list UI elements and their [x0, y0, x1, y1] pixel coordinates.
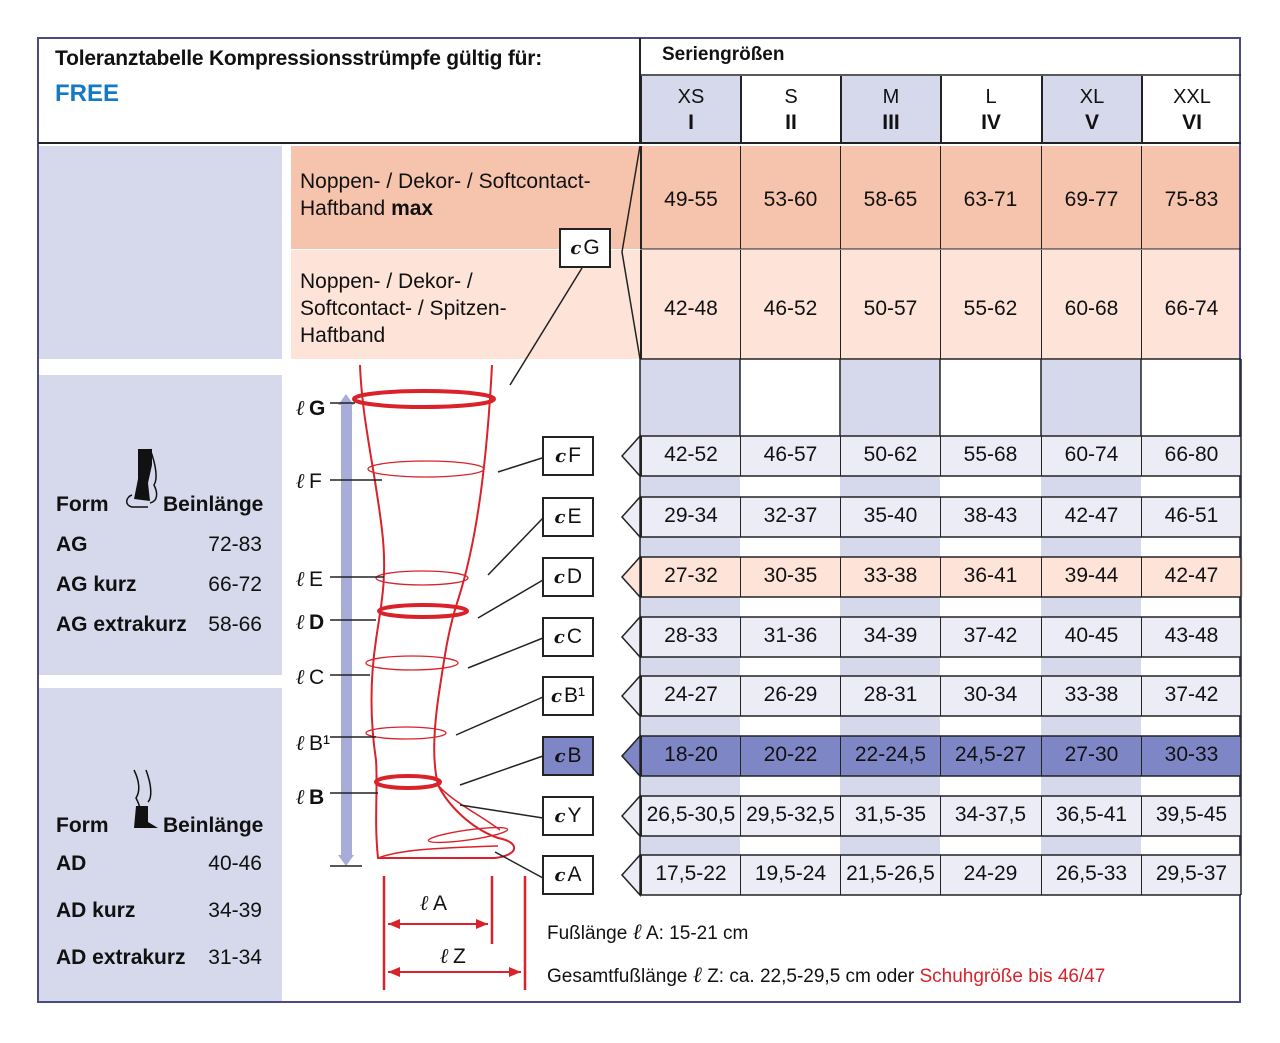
value-cell: 26,5-30,5 — [640, 796, 740, 836]
value-cell: 37-42 — [1141, 676, 1241, 716]
page-title: Toleranztabelle Kompressionsstrümpfe gültig für: — [55, 47, 543, 70]
value-cell: 60-74 — [1041, 436, 1141, 476]
value-cell: 26,5-33 — [1041, 855, 1141, 895]
circumference-c-icon: c — [553, 627, 565, 648]
circumference-c-icon: c — [570, 238, 582, 259]
value-cell: 39,5-45 — [1141, 796, 1241, 836]
product-name: FREE — [55, 80, 120, 107]
ell-icon: ℓ — [296, 664, 305, 689]
length-label — [440, 943, 466, 969]
value-cell: 27-32 — [640, 557, 740, 597]
size-roman: III — [882, 111, 900, 134]
value-cell: 39-44 — [1041, 557, 1141, 597]
size-roman: IV — [981, 111, 1001, 134]
circumference-box — [542, 855, 594, 895]
ag-panel — [38, 375, 282, 675]
size-code: XS — [677, 86, 705, 108]
size-code: M — [882, 86, 900, 108]
ell-icon: ℓ — [296, 609, 305, 634]
ad-beinlaenge-label: Beinlänge — [163, 814, 264, 837]
value-cell: 34-37,5 — [940, 796, 1040, 836]
connector — [456, 697, 543, 735]
circumference-box — [542, 736, 594, 776]
value-cell: 30-34 — [940, 676, 1040, 716]
size-code: XL — [1079, 86, 1105, 108]
value-cell: 22-24,5 — [840, 736, 940, 776]
length-label-letter: F — [308, 470, 322, 493]
length-label — [296, 609, 324, 635]
circumference-label: A — [567, 863, 582, 886]
foot-length-prefix: Fußlänge — [547, 923, 633, 944]
ag-form-label: Form — [56, 493, 109, 516]
circumference-c-icon: c — [554, 865, 566, 886]
size-code: S — [784, 86, 798, 108]
row-arrow-tab — [622, 557, 640, 597]
value-cell: 43-48 — [1141, 617, 1241, 657]
ell-icon: ℓ — [632, 920, 642, 945]
circumference-box — [542, 796, 594, 836]
circumference-c-icon: c — [551, 686, 562, 707]
length-label — [420, 890, 447, 916]
circumference-label: Y — [567, 804, 582, 827]
total-length-value: Z: ca. 22,5-29,5 cm oder — [701, 966, 920, 987]
circumference-box — [542, 436, 594, 476]
ag-stocking-icon — [124, 445, 164, 515]
row-arrow-tab — [622, 436, 640, 476]
value-cell: 24,5-27 — [940, 736, 1040, 776]
ad-form-label: Form — [56, 814, 109, 837]
ad_panel-item-value: 34-39 — [208, 899, 262, 922]
value-cell: 35-40 — [840, 497, 940, 537]
value-cell: 50-62 — [840, 436, 940, 476]
value-cell: 33-38 — [840, 557, 940, 597]
foot-length-value: A: 15-21 cm — [641, 923, 749, 944]
ag_panel-item-name: AG — [56, 533, 88, 556]
connector — [468, 638, 543, 668]
circumference-label: F — [568, 444, 581, 467]
ad_panel-item-value: 40-46 — [208, 852, 262, 875]
value-cell: 42-47 — [1141, 557, 1241, 597]
foot-length-note — [547, 919, 748, 945]
ell-icon: ℓ — [296, 468, 305, 493]
row-arrow-tab — [622, 855, 640, 895]
size-roman: I — [688, 111, 694, 134]
value-cell: 21,5-26,5 — [840, 855, 940, 895]
length-label-letter: G — [308, 397, 326, 420]
connector — [510, 268, 582, 385]
circumference-label: C — [566, 625, 583, 648]
value-cell: 46-51 — [1141, 497, 1241, 537]
length-label — [296, 468, 322, 494]
ag_panel-item-value: 58-66 — [208, 613, 262, 636]
length-label-letter: C — [308, 666, 325, 689]
value-cell: 42-48 — [640, 250, 740, 359]
value-cell: 24-27 — [640, 676, 740, 716]
circumference-c-icon: c — [554, 806, 566, 827]
cg-bracket — [622, 146, 640, 359]
length-label-letter: E — [308, 568, 323, 591]
value-cell: 69-77 — [1041, 146, 1141, 249]
ag_panel-item-value: 66-72 — [208, 573, 262, 596]
value-cell: 17,5-22 — [640, 855, 740, 895]
ell-icon: ℓ — [296, 784, 305, 809]
value-cell: 24-29 — [940, 855, 1040, 895]
length-bar — [341, 405, 352, 855]
ad-panel — [38, 688, 282, 1002]
size-code: XXL — [1173, 86, 1211, 108]
ad_panel-item-name: AD extrakurz — [56, 946, 186, 969]
size-code: L — [985, 86, 997, 108]
value-cell: 33-38 — [1041, 676, 1141, 716]
value-cell: 27-30 — [1041, 736, 1141, 776]
length-label-letter: B¹ — [308, 732, 330, 755]
connector — [498, 458, 542, 472]
value-cell: 36,5-41 — [1041, 796, 1141, 836]
connector — [488, 518, 543, 575]
length-bar-arrow-bottom — [338, 855, 354, 866]
sole-line — [378, 846, 498, 858]
ell-icon: ℓ — [692, 963, 702, 988]
value-cell: 28-31 — [840, 676, 940, 716]
value-cell: 34-39 — [840, 617, 940, 657]
value-cell: 63-71 — [940, 146, 1040, 249]
value-cell: 42-52 — [640, 436, 740, 476]
ad_panel-item-value: 31-34 — [208, 946, 262, 969]
value-cell: 31-36 — [740, 617, 840, 657]
ell-icon: ℓ — [420, 890, 429, 915]
circumference-label: D — [566, 565, 583, 588]
value-cell: 49-55 — [640, 146, 740, 249]
ell-icon: ℓ — [296, 395, 305, 420]
value-cell: 42-47 — [1041, 497, 1141, 537]
ell-icon: ℓ — [296, 730, 305, 755]
length-label — [296, 566, 323, 592]
value-cell: 66-80 — [1141, 436, 1241, 476]
connector — [478, 580, 543, 618]
instep-line — [438, 785, 500, 830]
length-label — [296, 664, 324, 690]
connector — [460, 756, 543, 785]
circumference-label: B — [567, 744, 582, 767]
circumference-label: E — [567, 505, 582, 528]
ag_panel-item-name: AG extrakurz — [56, 613, 187, 636]
band-std-line2: Softcontact- / Spitzen- — [300, 297, 507, 320]
arrowhead — [509, 967, 521, 977]
measure-ellipse — [376, 571, 468, 585]
value-cell: 38-43 — [940, 497, 1040, 537]
value-cell: 19,5-24 — [740, 855, 840, 895]
measure-ellipse-bold — [354, 391, 494, 407]
length-label — [296, 784, 324, 810]
value-cell: 75-83 — [1141, 146, 1241, 249]
band-max-line2-bold: max — [391, 197, 434, 220]
circumference-c-icon: c — [554, 746, 566, 767]
circumference-box — [542, 617, 594, 657]
band-std-line1: Noppen- / Dekor- / — [300, 270, 473, 293]
value-cell: 28-33 — [640, 617, 740, 657]
ell-icon: ℓ — [440, 943, 449, 968]
band-max-line2-prefix: Haftband — [300, 197, 392, 220]
circumference-c-icon: c — [553, 567, 565, 588]
value-cell: 26-29 — [740, 676, 840, 716]
value-cell: 37-42 — [940, 617, 1040, 657]
length-label-letter: Z — [452, 945, 466, 968]
value-cell: 32-37 — [740, 497, 840, 537]
ell-icon: ℓ — [296, 566, 305, 591]
total-length-prefix: Gesamtfußlänge — [547, 966, 693, 987]
value-cell: 31,5-35 — [840, 796, 940, 836]
arrowhead — [388, 967, 400, 977]
row-arrow-tab — [622, 676, 640, 716]
value-cell: 66-74 — [1141, 250, 1241, 359]
size-roman: V — [1084, 111, 1099, 134]
ad-stocking-icon — [124, 766, 164, 836]
arrow-tabs — [622, 146, 640, 895]
series-title: Seriengrößen — [662, 44, 785, 65]
value-cell: 30-35 — [740, 557, 840, 597]
value-cell: 60-68 — [1041, 250, 1141, 359]
length-label — [296, 395, 325, 421]
row-arrow-tab — [622, 617, 640, 657]
ag_panel-item-value: 72-83 — [208, 533, 262, 556]
value-cell: 40-45 — [1041, 617, 1141, 657]
circumference-box — [542, 676, 594, 716]
size-roman: VI — [1182, 111, 1202, 134]
length-label-letter: A — [432, 892, 447, 915]
value-cell: 20-22 — [740, 736, 840, 776]
measure-ellipse — [368, 461, 484, 477]
circumference-box — [542, 557, 594, 597]
measure-ellipse-bold — [376, 776, 440, 788]
arrowhead — [476, 919, 488, 929]
ag-beinlaenge-label: Beinlänge — [163, 493, 264, 516]
circumference-label: G — [583, 236, 600, 259]
value-cell: 36-41 — [940, 557, 1040, 597]
measure-ellipse-y — [428, 824, 509, 845]
ag_panel-item-name: AG kurz — [56, 573, 137, 596]
size-roman: II — [785, 111, 797, 134]
row-arrow-tab — [622, 796, 640, 836]
value-cell: 58-65 — [840, 146, 940, 249]
circumference-label: B¹ — [563, 684, 585, 707]
total-length-note — [547, 962, 1105, 988]
row-arrow-tab — [622, 497, 640, 537]
ad_panel-item-name: AD — [56, 852, 87, 875]
length-label — [296, 730, 330, 756]
circumference-c-icon: c — [554, 507, 566, 528]
circumference-box — [559, 228, 611, 268]
band-std-line3: Haftband — [300, 324, 386, 347]
circumference-box — [542, 497, 594, 537]
row-arrow-tab — [622, 736, 640, 776]
value-cell: 29,5-32,5 — [740, 796, 840, 836]
length-label-letter: B — [308, 786, 325, 809]
value-cell: 50-57 — [840, 250, 940, 359]
ad_panel-item-name: AD kurz — [56, 899, 136, 922]
connector — [495, 852, 543, 878]
band-max-line1: Noppen- / Dekor- / Softcontact- — [300, 170, 591, 193]
value-cell: 55-62 — [940, 250, 1040, 359]
arrowhead — [388, 919, 400, 929]
value-cell: 53-60 — [740, 146, 840, 249]
length-label-letter: D — [308, 611, 325, 634]
shoe-size-note: Schuhgröße bis 46/47 — [919, 966, 1106, 987]
value-cell: 29,5-37 — [1141, 855, 1241, 895]
value-cell: 46-52 — [740, 250, 840, 359]
value-cell: 29-34 — [640, 497, 740, 537]
value-cell: 30-33 — [1141, 736, 1241, 776]
value-cell: 55-68 — [940, 436, 1040, 476]
value-cell: 18-20 — [640, 736, 740, 776]
value-cell: 46-57 — [740, 436, 840, 476]
circumference-c-icon: c — [555, 446, 567, 467]
